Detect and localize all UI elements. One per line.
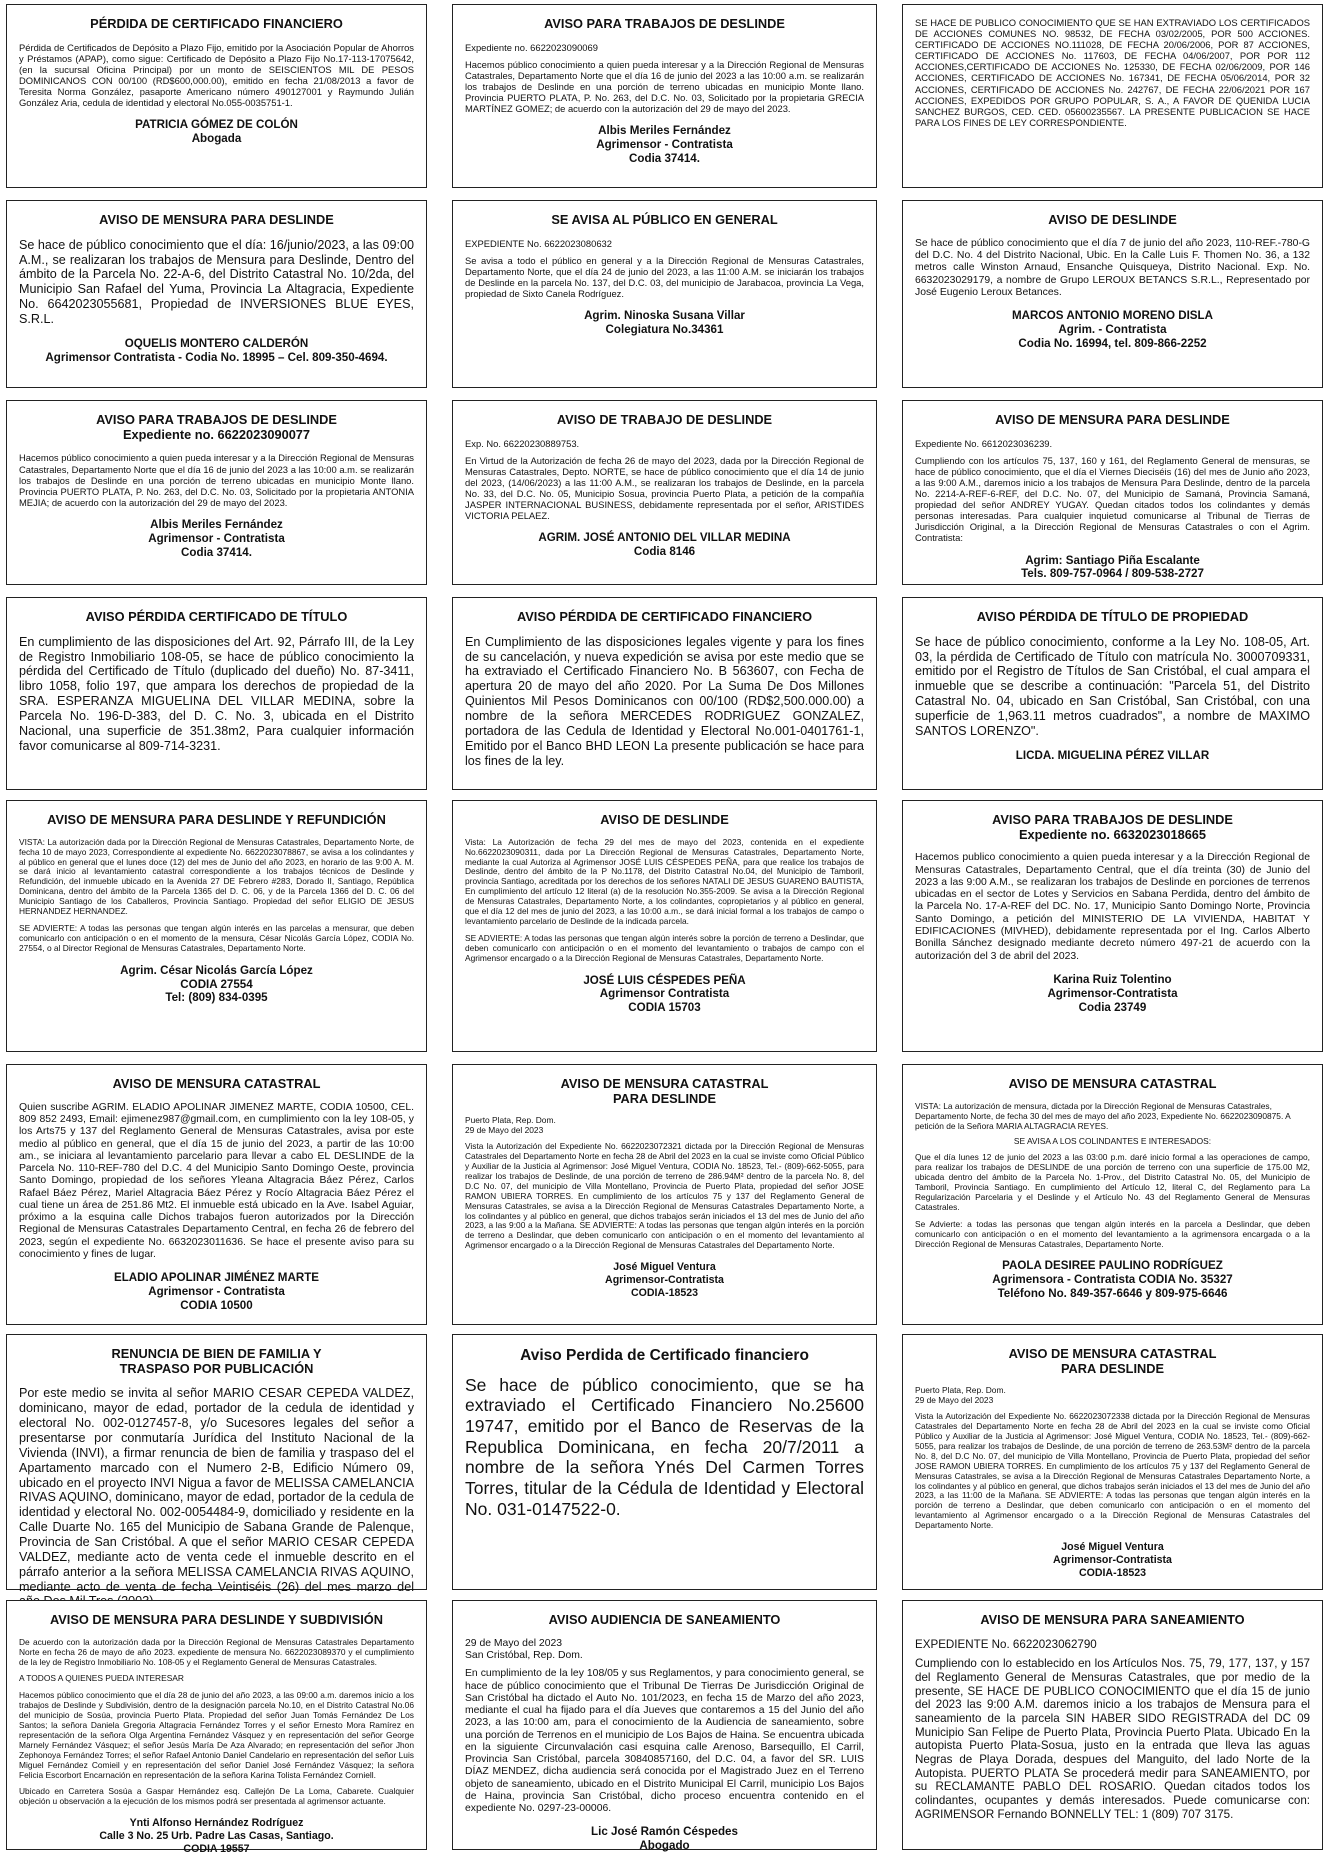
notice-box — [452, 597, 877, 790]
notice-signature-line: Agrimensor-Contratista — [605, 1273, 724, 1286]
notice-title-line: AVISO DE MENSURA PARA DESLINDE — [99, 212, 334, 227]
notice-paragraph: Vista la Autorización del Expediente No. 6622023072338 dictada por la Dirección Regional de Mensuras Catastrales del Departamento Norte en fecha 28 de Abril del 2023 en la cual se inviste como Oficial Público y Auxiliar de la Justicia al Agrimensor: José Miguel Ventura, CODIA No. 18523, Tel.- (809)-662-5055, para realizar los trabajos de Deslinde, de una porción de terreno de 263.53M² dentro de la parcela No. 8, del D.C No. 07, del municipio de Villa Montellano, Provincia de Puerto Plata, propiedad del señor JOSE RAMON UBIERA TORRES. En cumplimiento de los artículos 75 y 137 del Reglamento General de Mensuras Catastrales, se avisa a la Dirección Regional de Mensuras Catastrales Departamento Norte, a los colindantes y al público en general, que dichos trabajos serán iniciados el 13 del mes de Junio del año 2023, a las 11:00 de la Mañana. SE ADVIERTE: A todas las personas que tengan algún interés en la porción de terreno a Deslindar, que deben comunicarlo con anticipación o en el momento del levantamiento al Agrimensor encargado o a la Dirección Regional de Mensuras Catastrales del Departamento Norte. — [915, 1411, 1310, 1531]
notice-body — [465, 255, 864, 299]
notice-title — [915, 213, 1310, 228]
notice-signature-line: Agrim. César Nicolás García López — [120, 963, 313, 977]
notice-title — [465, 213, 864, 228]
notice-signature-line: CODIA 19557 — [183, 1842, 250, 1855]
notice-paragraph: SE ADVIERTE: A todas las personas que tengan algún interés sobre la porción de terreno a Deslindar, que deben comunicarlo con anticipación o en el momento del levantamiento o trabajos de campo con el Agrimensor encargado o a la Dirección Regional de Mensuras Catastrales, Departamento Norte. — [465, 932, 864, 963]
notice-title-line: AVISO DE MENSURA CATASTRAL — [560, 1076, 769, 1091]
notice-signature-line: Codia 37414. — [629, 152, 700, 166]
notice-box — [6, 1600, 427, 1855]
notice-title — [465, 1613, 864, 1628]
notice-title — [465, 1347, 864, 1365]
notice-header — [465, 1638, 864, 1663]
notice-signature-line: Agrimensor - Contratista — [148, 531, 285, 545]
notice-title — [19, 1613, 414, 1628]
notice-paragraph: Se hace de público conocimiento que el día: 16/junio/2023, a las 09:00 A.M., se realizaran los trabajos de Mensura para Deslinde, Dentro del ámbito de la Parcela No. 22-A-6, del Distrito Catastral No. 10/2da, del Municipio San Rafael del Yuma, Provincia La Altagracia, Expediente No. 6642023055681, Propiedad de INVERSIONES BLUE EYES, S.R.L. — [19, 237, 414, 326]
notice-header-line: Expediente no. 6622023090069 — [465, 41, 598, 53]
notice-header — [915, 1102, 1310, 1132]
notice-signature-line: Agrimensor Contratista — [599, 987, 730, 1001]
notice-signature-line: OQUELIS MONTERO CALDERÓN — [124, 336, 309, 350]
notice-paragraph: Se avisa a todo el público en general y a la Dirección Regional de Mensuras Catastrales, Departamento Norte, que el día 24 de junio del 2023, a las 11:00 A.M. se iniciarán los trabajos de Deslinde en la parcela No. 137, del D.C. 03, del municipio de Jarabacoa, provincia La Vega, propiedad de Sixto Canela Rodríguez. — [465, 254, 864, 300]
notice-title-line: Expediente no. 6632023018665 — [1018, 826, 1207, 842]
notice-paragraph: Se hace de público conocimiento, conforme a la Ley No. 108-05, Art. 03, la pérdida de Certificado de Título con matrícula No. 3000709331, emitido por el Registro de Títulos de San Cristóbal, el cual ampara el inmueble que se describe a continuación: "Parcela 51, del Distrito Catastral No. 04, ubicado en San Cristóbal, San Cristóbal, con una superficie de 1,963.11 metros cuadrados", a nombre de MAXIMO SANTOS LORENZO". — [915, 634, 1310, 738]
notice-signature-line: AGRIM. JOSÉ ANTONIO DEL VILLAR MEDINA — [538, 531, 791, 545]
notice-signature-line: Agrimensor Contratista - Codia No. 18995 – Cel. 809-350-4694. — [45, 350, 388, 364]
notice-title — [915, 813, 1310, 842]
notice-signature — [465, 531, 864, 559]
notice-paragraph: Ubicado en Carretera Sosúa a Gaspar Hernández esq. Callejón De La Loma, Cabarete. Cualquier objeción u observación a la ejecución de los mismos podrá ser presentada al agrimensor actuante. — [19, 1786, 414, 1807]
notice-header — [465, 1116, 864, 1136]
notice-signature — [915, 554, 1310, 582]
notice-paragraph: Cumpliendo con lo establecido en los Artículos Nos. 75, 79, 177, 137, y 157 del Reglamento General de Mensuras Catastrales, que por medio de la presente, SE HACE DE PUBLICO CONOCIMIENTO que el día 15 de junio del 2023 las 9:00 A.M. daremos inicio a los trabajos de Mensura para el saneamiento de la parcela SIN HABER SIDO REGISTRADA del DC 09 Municipio San Felipe de Puerto Plata, Provincia Puerto Plata. Ubicado En la autopista Puerto Plata-Sosua, justo en la entrada que lleva las aguas Negras de Playa Dorada, despues del Manguito, del lado Norte de la Autopista. PUERTO PLATA Se procederá medir para SANEAMIENTO, por su RECLAMANTE PABLO DEL ROSARIO. Quedan citados todos los colindantes, ocupantes y demás interesados. Puede comunicarse con: AGRIMENSOR Fernando BONNELLY TEL: 1 (809) 707 3175. — [915, 1657, 1310, 1821]
notice-title — [19, 1077, 414, 1092]
notice-paragraph: SE HACE DE PUBLICO CONOCIMIENTO QUE SE HAN EXTRAVIADO LOS CERTIFICADOS DE ACCIONES COMUNES NO. 98532, DE FECHA 03/02/2005, POR 500 ACCIONES. CERTIFICADO DE ACCIONES NO.111028, DE FECHA 20/06/2006, POR 87 ACCIONES, CERTIFICADO DE ACCIONES No. 117603, DE FECHA 04/06/2007, POR POR 112 ACCIONES,CERTIFICADO DE ACCIONES No. 125330, DE FECHA 02/06/2009, POR 146 ACCIONES, CERTIFICADO DE ACCIONES No. 167341, DE FECHA 05/06/2014, POR 32 ACCIONES, CERTIFICADO DE ACCIONES No. 242767, DE FECHA 22/06/2021 POR 167 ACCIONES, EXPEDIDOS POR GRUPO POPULAR, S. A., A FAVOR DE QUENIDA LUCIA SANCHEZ BURGOS, CED. CED. 05600235567. LA PRESENTE PUBLICACION SE HACE PARA LOS FINES DE LEY CORRESPONDIENTE. — [915, 17, 1310, 128]
notice-signature — [19, 964, 414, 1006]
notice-signature-line: Tel: (809) 834-0395 — [165, 991, 268, 1005]
notice-signature-line: MARCOS ANTONIO MORENO DISLA — [1012, 309, 1213, 323]
notice-signature-line: Abogado — [639, 1839, 690, 1853]
notice-box — [902, 1600, 1323, 1850]
notice-title-line: SE AVISA AL PÚBLICO EN GENERAL — [551, 212, 778, 227]
notice-body — [915, 852, 1310, 962]
notice-header-line: 29 de Mayo del 2023 — [465, 1125, 544, 1136]
notice-title-line: PARA DESLINDE — [612, 1090, 717, 1106]
notice-signature-line: Codia No. 16994, tel. 809-866-2252 — [1018, 336, 1207, 350]
notice-title-line: AVISO DE MENSURA PARA DESLINDE — [995, 412, 1230, 427]
notice-body — [465, 1142, 864, 1251]
notice-header-line: San Cristóbal, Rep. Dom. — [465, 1649, 583, 1661]
notice-title — [465, 413, 864, 428]
notice-paragraph: Vista: La Autorización de fecha 29 del mes de mayo del 2023, contenida en el expediente No.6622023090311, dada por La Dirección Regional de Mensuras Catastrales, Departamento Norte, mediante la cual Autoriza al Agrimensor JOSÉ LUIS CÉSPEDES PEÑA, para que realice los trabajos de Deslinde, dentro del ámbito de la P No.1178, del Distrito Catastral No.04, del Municipio de Tamboril, provincia Santiago, acreditada por los derechos de los señores NATALI DE JESUS GUARENO BAUTISTA, En cumplimiento del artículo 12 literal (a) de la resolución No.355-2009. Se avisa a la Dirección Regional de Mensuras Catastrales, Departamento Norte, a los colindantes, copropietarios y al público en general, que el día 12 del mes de junio del 2023, a las 10:00 a.m., se dará inicial formal a los trabajos de campo o levantamiento parcelario de Deslinde de la indicada parcela. — [465, 836, 864, 926]
notice-header-line: Puerto Plata, Rep. Dom. — [915, 1385, 1006, 1396]
notice-signature-line: Agrimensora - Contratista CODIA No. 35327 — [992, 1273, 1233, 1287]
notice-header — [915, 438, 1310, 449]
notice-paragraph: Por este medio se invita al señor MARIO CESAR CEPEDA VALDEZ, dominicano, mayor de edad, portador de la cedula de identidad y electoral No. 002-0127457-8, y/o Sucesores legales del señor a presentarse por conmutaría Jurídica del Instituto Nacional de la Vivienda (INVI), a firmar renuncia de bien de familia y traspaso del el Apartamento marcado con el Numero 2-B, Edificio Número 09, ubicado en el proyecto INVI Nigua a favor de MELISSA CAMELANCIA RIVAS AQUINO, dominicano, mayor de edad, portador de la cedula de identidad y electoral No. 002-0054484-9, domiciliado y residente en la Calle Duarte No. 165 del Municipio de Sabana Grande de Palenque, Provincia de San Cristóbal. A que el señor MARIO CESAR CEPEDA VALDEZ, mediante acto de venta cede el inmueble descrito en el párrafo anterior a la señora MELISSA CAMELANCIA RIVAS AQUINO, mediante acto de venta de fecha Veintiséis (26) del mes marzo del — [19, 1386, 414, 1594]
notice-signature-line: Codia 37414. — [181, 545, 252, 559]
notice-signature-line: Colegiatura No.34361 — [605, 323, 724, 337]
notice-header-line: 29 de Mayo del 2023 — [915, 1395, 994, 1406]
notice-title — [465, 813, 864, 828]
notice-paragraph: Pérdida de Certificados de Depósito a Plazo Fijo, emitido por la Asociación Popular de Ahorros y Préstamos (APAP), como sigue: Certificado de Depósito a Plazo Fijo No.17-113-17075642, (en la sucursal Oficina Principal) por un monto de SEISCIENTOS MIL DE PESOS DOMINICANOS CON 00/100 (RD$600,000.00), emitido en fecha 21/08/2013 a favor de Teresita Norma González, pasaporte Americano número 490127001 y Raymundo Julián González Aria, cedula de identidad y electoral No.055-0035751-1. — [19, 41, 414, 109]
notice-box — [452, 1600, 877, 1853]
notice-title-line: AVISO DE TRABAJO DE DESLINDE — [556, 412, 773, 427]
notice-title — [915, 1347, 1310, 1376]
notice-title — [465, 610, 864, 625]
notice-signature-line: CODIA-18523 — [1078, 1566, 1147, 1579]
notice-body — [915, 1412, 1310, 1531]
notice-signature-line: CODIA-18523 — [630, 1286, 699, 1299]
notice-body — [19, 452, 414, 507]
notice-title-line: AVISO DE MENSURA PARA DESLINDE Y REFUNDICIÓN — [47, 812, 386, 827]
notice-box — [452, 200, 877, 388]
notice-body — [19, 238, 414, 327]
notice-box — [452, 4, 877, 188]
notice-header — [465, 42, 864, 53]
notice-body — [915, 17, 1310, 128]
notice-paragraph: De acuerdo con la autorización dada por la Dirección Regional de Mensuras Catastrales Departamento Norte en fecha 26 de mayo de año 2023. expediente de mensura No. 6622023089370 y el cumplimiento de la ley de Registro Inmobiliario No. 108-05 y el Reglamento General de Mensuras Catastrales. — [19, 1636, 414, 1667]
notice-title-line: AVISO DE DESLINDE — [1048, 212, 1177, 227]
notice-box — [902, 200, 1323, 388]
notice-signature — [465, 974, 864, 1016]
notice-paragraph: Se Advierte: a todas las personas que tengan algún interés en la parcela a Deslindar, que deben comunicarlo con anticipación o en el momento del levantamiento a la agrimensora encargada o a la Dirección Regional de Mensuras Catastrales, Departamento Norte. — [915, 1218, 1310, 1249]
notice-box — [6, 1334, 427, 1594]
notice-title-line: AVISO DE MENSURA CATASTRAL — [1008, 1346, 1217, 1361]
notice-title-line: AVISO AUDIENCIA DE SANEAMIENTO — [548, 1612, 781, 1627]
notice-title-line: AVISO PARA TRABAJOS DE DESLINDE — [96, 412, 337, 427]
notice-title-line: AVISO DE MENSURA PARA SANEAMIENTO — [980, 1612, 1245, 1627]
notice-paragraph: Se hace de público conocimiento que el día 7 de junio del año 2023, 110-REF.-780-G del D.C. No. 4 del Distrito Nacional, Ubic. En la Calle Luis F. Thomen No. 36, a 132 metros calle Winston Arnaud, Ensanche Quisqueya, Distrito Nacional. Exp. No. 6632023029179, a nombre de Grupo LEROUX BETANCS S.R.L., Representado por José Eugenio Leroux Betances. — [915, 237, 1310, 298]
notice-signature-line: Albis Meriles Fernández — [150, 517, 283, 531]
notice-title-line: Aviso Perdida de Certificado financiero — [520, 1347, 809, 1364]
notice-signature-line: Abogada — [191, 132, 242, 146]
notice-box — [902, 597, 1323, 790]
notice-title — [915, 413, 1310, 428]
notice-signature-line: Agrim. - Contratista — [1058, 322, 1167, 336]
notice-box — [452, 1064, 877, 1325]
notice-callout: SE AVISA A LOS COLINDANTES E INTERESADOS: — [1013, 1136, 1212, 1147]
notice-paragraph: SE ADVIERTE: A todas las personas que tengan algún interés en las parcelas a mensurar, que deben comunicarlo con anticipación o en el momento de la mensura, César Nicolás García López, CODIA No. 27554, o al Director Regional de Mensuras Catastrales, Departamento Norte. — [19, 922, 414, 953]
notice-body — [915, 1657, 1310, 1821]
notice-paragraph: En Cumplimiento de las disposiciones legales vigente y para los fines de su cancelación, y nueva expedición se avisa por este medio que se ha extraviado el Certificado Financiero No. B 563607, con Fecha de apertura 20 de mayo del año 2020. Por La Suma De Dos Millones Quinientos Mil Pesos Dominicanos con 00/100 (RD$2,500.000.00) a nombre de la señora MERCEDES RODRIGUEZ GONZALEZ, portadora de las Cedula de Identidad y Electoral No.001-0401761-1, Emitido por el Banco BHD LEON La presente publicación se hace para los fines de la ley. — [465, 634, 864, 768]
notice-title-line: AVISO PARA TRABAJOS DE DESLINDE — [992, 812, 1233, 827]
notice-title-line: AVISO PÉRDIDA CERTIFICADO DE TÍTULO — [85, 609, 348, 624]
notice-header-line: Exp. No. 66220230889753. — [465, 437, 580, 449]
notice-body — [915, 238, 1310, 299]
notice-body — [915, 455, 1310, 544]
notice-paragraph: Hacemos público conocimiento a quien pueda interesar y a la Dirección Regional de Mensuras Catastrales, Departamento Norte que el día 16 de junio del 2023 a las 10:00 a.m. se realizarán los trabajos de Deslinde en una porción de terreno ubicadas en municipio Monte llano. Provincia PUERTO PLATA, P. No. 263, del D.C. No. 03, Solicitado por la propietaria GRECIA MARTÍNEZ GOMEZ; de acuerdo con la autorización del 29 de mayo del 2023. — [465, 58, 864, 115]
notice-signature — [465, 124, 864, 166]
notice-box — [902, 800, 1323, 1052]
notice-title — [19, 17, 414, 32]
notice-header-line: 29 de Mayo del 2023 — [465, 1637, 563, 1649]
notice-signature-line: Agrimensor-Contratista — [1053, 1553, 1172, 1566]
notice-paragraph: Quien suscribe AGRIM. ELADIO APOLINAR JIMENEZ MARTE, CODIA 10500, CEL. 809 852 2493, Email: ejimenez987@gmail.com, en cumplimiento con la ley 108-05, y los Arts75 y 137 del Reglamento General de Mensuras Catastrales, avisa por este medio al público en general, que el día 15 de junio del 2023, a partir de las 10:00 am., se iniciara al levantamiento parcelario para llevar a cabo EL DESLINDE de la Parcela No. 110-REF-780 del D.C. 4 del Municipio Santo Domingo Oeste, provincia Santo Domingo, propiedad de los señores Yleana Altagracia Báez Pérez, Carlos Rafael Báez Pérez, Mariel Altagracia Báez Pérez y Rocío Altagracia Báez Pérez el cual tiene un área de 251.86 Mt2. El inmueble está ubicado en la Ave. Isabel Aguiar, próximo a la esquina calle Dichos trabajos fueron autorizados por la Dirección Regional de Mensuras Catastrales Departamento Central, en fecha 26 de febrero del 2023, según el expediente No. 6632023011636. Se hace el presente aviso para su conocimiento y fines de lugar. — [19, 1101, 414, 1260]
notice-signature — [915, 749, 1310, 763]
notice-signature — [465, 1261, 864, 1299]
notice-signature — [19, 1271, 414, 1313]
notice-header — [465, 438, 864, 449]
notice-signature-line: Agrimensor - Contratista — [596, 138, 733, 152]
notice-box — [452, 1334, 877, 1590]
notice-header-line: EXPEDIENTE No. 6622023062790 — [915, 1637, 1097, 1651]
notice-signature — [19, 518, 414, 560]
notice-paragraph: Vista la Autorización del Expediente No. 6622023072321 dictada por la Dirección Regional de Mensuras Catastrales del Departamento Norte en fecha 28 de Abril del 2023 en la cual se inviste como Oficial Público y Auxiliar de la Justicia al Agrimensor: José Miguel Ventura, CODIA No. 18523, Tel.- (809)-662-5055, para realizar los trabajos de Deslinde, de una porción de terreno de 286.94M² dentro de la parcela No. 8, del D.C No. 07, del municipio de Villa Montellano, Provincia de Puerto Plata, propiedad del señor JOSE RAMON UBIERA TORRES. En cumplimiento de los artículos 75 y 137 del Reglamento General de Mensuras Catastrales, se avisa a la Dirección Regional de Mensuras Catastrales Departamento Norte, a los colindantes y al público en general, que dichos trabajos serán iniciados el 13 del mes de Junio del año 2023, a las 9:00 a la Mañana. SE ADVIERTE: A todas las personas que tengan algún interés en la porción de terreno a Deslindar, que deben comunicarlo con anticipación o en el momento del levantamiento al Agrimensor encargado o a la Dirección Regional de Mensuras Catastrales del Departamento Norte. — [465, 1141, 864, 1251]
notice-box — [902, 1064, 1323, 1325]
notice-body — [465, 59, 864, 114]
notice-box — [452, 800, 877, 1052]
notice-signature-line: Lic José Ramón Céspedes — [591, 1825, 738, 1839]
notice-box — [6, 400, 427, 585]
notice-signature-line: José Miguel Ventura — [1061, 1541, 1164, 1554]
notice-title — [19, 1347, 414, 1376]
notice-title-line: AVISO DE MENSURA CATASTRAL — [112, 1076, 321, 1091]
notice-signature-line: Karina Ruiz Tolentino — [1053, 972, 1172, 986]
notice-title-line: AVISO PÉRDIDA DE CERTIFICADO FINANCIERO — [516, 609, 813, 624]
notice-signature-line: Tels. 809-757-0964 / 809-538-2727 — [1021, 567, 1204, 581]
notice-signature-line: PATRICIA GÓMEZ DE COLÓN — [135, 118, 298, 132]
notice-signature-line: Ynti Alfonso Hernández Rodríguez — [129, 1817, 304, 1830]
notice-title-line: AVISO DE DESLINDE — [600, 812, 729, 827]
notice-signature-line: CODIA 27554 — [180, 977, 253, 991]
notice-signature — [915, 309, 1310, 351]
notice-body — [465, 455, 864, 522]
notice-title-line: TRASPASO POR PUBLICACIÓN — [119, 1360, 314, 1376]
notice-paragraph: A TODOS A QUIENES PUEDA INTERESAR — [19, 1673, 184, 1684]
notice-body — [19, 1386, 414, 1609]
notice-body — [19, 1638, 414, 1808]
notice-body — [465, 838, 864, 964]
notice-box — [6, 597, 427, 790]
notice-title-line: RENUNCIA DE BIEN DE FAMILIA Y — [111, 1346, 322, 1361]
notice-signature — [19, 1817, 414, 1855]
notice-body — [19, 635, 414, 754]
notice-box — [6, 800, 427, 1052]
notice-title-line: Expediente no. 6622023090077 — [122, 426, 311, 442]
notice-paragraph: Hacemos público conocimiento que el día 28 de junio del año 2023, a las 09:00 a.m. daremos inicio a los trabajos de Deslinde y Subdivisión, dentro de la designación parcela No.10, en el Distrito Catastral No.06 del municipio de Sosúa, provincia Puerto Plata. Propiedad del señor Juan Tomás Fernández De Los Santos; la señora Daniela Gregoria Altagracia Fernández Torres y el señor Ernesto Mora Ramírez en representación de la señora Olga Argentina Fernández Vásquez y en representación del señor George Marnely Fernández Vásquez; el señor Jesús María De Aza Alvarado; en representación del señor Jhon Zephonoya Fernández Torres; el señor Rafael Antonio Daniel Candelario en representación del señor Luis Miguel Fernández Comieil y en representación del señor Daniel José Fernández Vásquez; la señora Felicia Escorbort Encarnación en representación de la señora Karina Tolista Fernández Corniell. — [19, 1690, 414, 1780]
notice-signature-line: CODIA 15703 — [628, 1001, 701, 1015]
notice-header-line: VISTA: La autorización de mensura, dictada por la Dirección Regional de Mensuras Catastrales, Departamento Norte, de fecha 30 del mes de mayo del año 2023, Expediente No. 6622023090875. A petición de la Señora MARIA ALTAGRACIA REYES. — [915, 1100, 1291, 1131]
notice-body — [19, 42, 414, 109]
notice-signature-line: Albis Meriles Fernández — [598, 124, 731, 138]
notice-paragraph: En cumplimiento de la ley 108/05 y sus Reglamentos, y para conocimiento general, se hace de público conocimiento que el Tribunal De Tierras De Jurisdicción Original de San Cristóbal ha dictado el Auto No. 101/2023, en fecha 15 de Marzo del año 2023, mediante el cual ha fijado para el día Jueves que contaremos a 15 del Junio del año 2023, a las 10:00 am, para el conocimiento de la Audiencia de saneamiento, sobre una porción de Terrenos en el municipio de Los Bajos de Haina. Se encuentra ubicada en la siguiente Circunvalación casi esquina calle Arenoso, Barsequillo, El Carril, Provincia San Cristóbal, parcela 30840857160, del D.C. 04, a favor del SR. LUIS DÍAZ MENDEZ, dicha audiencia será conocida por el Magistrado Juez en el Terreno objeto de saneamiento, ubicado en el Distrito Municipal El Carril, municipio Los Bajos de Haina, provincia San Cristóbal, dicho proceso encuentra contenido en el expediente No. 0297-23-00006. — [465, 1668, 864, 1815]
notice-body — [915, 635, 1310, 739]
notice-paragraph: VISTA: La autorización dada por la Dirección Regional de Mensuras Catastrales, Departamento Norte, de fecha 10 de mayo 2023, Correspondiente al expediente No. 6622023078867, se avisa a los colindantes y al público en general que el lunes doce (12) del mes de Junio del año 2023, en horario de las 9:00 A. M. se dará inicio al levantamiento catastral correspondiente a los trabajos técnicos de Deslinde y Refundición, del inmueble ubicado en la Avenida 27 DE Febrero #283, Dorado II, Santiago, República Dominicana, dentro del ámbito de la Parcela 1365 del D. C. 06, y de la Parcela 1366 del D. C. 06 del Municipio Santiago de los Caballeros, Provincia Santiago. Propiedad del señor ELIGIO DE JESUS HERNANDEZ HERNANDEZ. — [19, 836, 414, 917]
notice-header — [465, 238, 864, 249]
notice-paragraph: Hacemos publico conocimiento a quien pueda interesar y a la Dirección Regional de Mensuras Catastrales, Departamento Central, que el día treinta (30) de Junio del 2023 a las 9:00 A.M., se realizaran los trabajos de Deslinde en porciones de terrenos ubicadas en el sector de Lotes y Servicios en Sabana Perdida, dentro del ámbito de la Parcela No. 17-A-REF del DC. No. 17, Municipio Santo Domingo Norte, Provincia Santo Domingo, a petición del MINISTERIO DE LA VIVIENDA, HABITAT Y EDIFICACIONES (MIVHED), debidamente representada por el Ing. Carlos Alberto Bonilla Sánchez designado mediante decreto número 497-21 de acuerdo con la autorización del 3 de abril del 2023. — [915, 852, 1310, 962]
notice-signature-line: LICDA. MIGUELINA PÉREZ VILLAR — [1015, 748, 1210, 762]
notice-signature-line: Teléfono No. 849-357-6646 y 809-975-6646 — [997, 1287, 1228, 1301]
notice-signature-line: Agrim: Santiago Piña Escalante — [1025, 553, 1200, 567]
notice-signature-line: Codia 23749 — [1078, 1000, 1147, 1014]
notice-signature-line: Agrimensor-Contratista — [1047, 986, 1178, 1000]
notice-signature-line: Agrim. Ninoska Susana Villar — [584, 309, 745, 323]
notice-signature-line: José Miguel Ventura — [613, 1261, 716, 1274]
notice-box — [6, 200, 427, 388]
notice-title — [465, 17, 864, 32]
notice-paragraph: Hacemos público conocimiento a quien pueda interesar y a la Dirección Regional de Mensuras Catastrales, Departamento Norte que el día 16 de junio del 2023 a las 10:00 a.m. se realizarán los trabajos de Deslinde en una porción de terreno ubicadas en municipio Monte llano. Provincia PUERTO PLATA, P. No. 263, del D.C. No. 03, Solicitado por la propietaria ANTONIA MEJIA; de acuerdo con la autorización del 29 de mayo del 2023. — [19, 452, 414, 508]
notice-body — [465, 635, 864, 769]
notice-title — [915, 610, 1310, 625]
notice-paragraph: Que el día lunes 12 de junio del 2023 a las 03:00 p.m. daré inicio formal a las operaciones de campo, para realizar los trabajos de DESLINDE de una porción de terreno con una superficie de 175.00 M2, ubicada dentro del ámbito de la Parcela No. 1-Prov., del Distrito Catastral No. 05, del Municipio de Tamboril, Provincia Santiago. En cumplimiento del Artículo 12, literal C, del Reglamento para La Regularización Parcelaria y el Deslinde y el Artículo No. 43 del Reglamento General de Mensuras Catastrales. — [915, 1152, 1310, 1212]
notice-body — [465, 1375, 864, 1519]
notice-paragraph: En Virtud de la Autorización de fecha 26 de mayo del 2023, dada por la Dirección Regional de Mensuras Catastrales, Depto. NORTE, se hace de público conocimiento que el día 14 de junio del 2023, (14/06/2023) a las 11:00 A.M., se realizaran los trabajos de Deslinde, en la parcela No. 33, del D.C. No. 05, Municipio Sosua, provincia Puerto Plata, a petición de la compañía JASPER INTERNACIONAL BUSINESS, debidamente representada por el señor, ARISTIDES VICTORIA PELAEZ. — [465, 454, 864, 522]
notice-signature — [915, 1259, 1310, 1301]
notice-title — [465, 1077, 864, 1106]
notice-paragraph: Cumpliendo con los artículos 75, 137, 160 y 161, del Reglamento General de mensuras, se hace de público conocimiento, que el día el Viernes Dieciséis (16) del mes de Junio año 2023, a las 9:00 A.M., daremos inicio a los trabajos de Mensura Para Deslinde, dentro de la parcela No. 2214-A-REF-6-REF, del D.C. No. 07, del Municipio de Samaná, Provincia Samaná, propiedad del señor ANDREY YUGAY. Quedan citados todos los colindantes y demás personas interesadas. Para cualquier inquietud comunicarse al Tribunal de Tierras de Jurisdicción Original, a la Dirección Regional de Mensuras Catastrales o con el Agrim. Contratista: — [915, 454, 1310, 544]
notice-signature-line: Codia 8146 — [633, 545, 696, 559]
notice-body — [915, 1153, 1310, 1249]
notice-body — [19, 1102, 414, 1261]
notice-signature-line: CODIA 10500 — [180, 1298, 253, 1312]
notice-signature-line: ELADIO APOLINAR JIMÉNEZ MARTE — [113, 1271, 320, 1285]
notice-title-line: PÉRDIDA DE CERTIFICADO FINANCIERO — [90, 16, 343, 31]
notice-header — [915, 1386, 1310, 1406]
notice-title-line: AVISO PARA TRABAJOS DE DESLINDE — [544, 16, 785, 31]
notice-title-line: AVISO DE MENSURA CATASTRAL — [1008, 1076, 1217, 1091]
notice-signature — [915, 1541, 1310, 1579]
notice-title — [19, 413, 414, 442]
notice-box — [452, 400, 877, 585]
notice-signature-line: Agrimensor - Contratista — [148, 1285, 285, 1299]
notice-header-line: EXPEDIENTE No. 6622023080632 — [465, 237, 612, 249]
notice-signature — [465, 309, 864, 337]
notice-title-line: AVISO DE MENSURA PARA DESLINDE Y SUBDIVISIÓN — [49, 1612, 383, 1627]
notice-box — [902, 1334, 1323, 1590]
notice-box — [6, 1064, 427, 1325]
notice-title — [19, 813, 414, 828]
notice-body — [19, 838, 414, 954]
notice-title — [19, 213, 414, 228]
notice-box — [6, 4, 427, 188]
notice-signature — [915, 973, 1310, 1015]
notice-title-line: AVISO PÉRDIDA DE TÍTULO DE PROPIEDAD — [976, 609, 1249, 624]
notice-box — [902, 400, 1323, 585]
notice-header-line: Puerto Plata, Rep. Dom. — [465, 1115, 556, 1126]
notice-signature-line: PAOLA DESIREE PAULINO RODRÍGUEZ — [1002, 1259, 1223, 1273]
notice-title — [19, 610, 414, 625]
notice-paragraph: En cumplimiento de las disposiciones del Art. 92, Párrafo III, de la Ley de Registro Inmobiliario 108-05, se hace de público conocimiento la pérdida del Certificado de Título (duplicado del dueño) No. 87-3411, libro 1058, folio 197, que ampara los derechos de propiedad de la SRA. ESPERANZA MIGUELINA DEL VILLAR MEDINA, sobre la Parcela No. 196-D-383, del D. C. No. 3, ubicada en el Distrito Nacional, una superficie de 351.38m2, Para cualquier información favor comunicarse al 809-714-3231. — [19, 634, 414, 753]
notice-title-line: PARA DESLINDE — [1060, 1360, 1165, 1376]
notice-body — [465, 1668, 864, 1815]
notice-title — [915, 1077, 1310, 1092]
notice-signature — [19, 118, 414, 146]
notice-signature — [465, 1825, 864, 1853]
notice-signature-line: Calle 3 No. 25 Urb. Padre Las Casas, Santiago. — [99, 1830, 334, 1842]
notice-paragraph: Se hace de público conocimiento, que se ha extraviado el Certificado Financiero No.25600 19747, emitido por el Banco de Reservas de la Republica Dominicana, en fecha 20/7/2011 a nombre de la señora Ynés Del Carmen Torres Torres, titular de la Cédula de Identidad y Electoral No. 031-0147522-0. — [465, 1374, 864, 1519]
notice-box — [902, 4, 1323, 188]
notice-header — [915, 1638, 1310, 1652]
notice-signature — [19, 337, 414, 365]
notice-title — [915, 1613, 1310, 1628]
notice-header-line: Expediente No. 6612023036239. — [915, 437, 1053, 449]
notice-signature-line: JOSÉ LUIS CÉSPEDES PEÑA — [583, 973, 746, 987]
